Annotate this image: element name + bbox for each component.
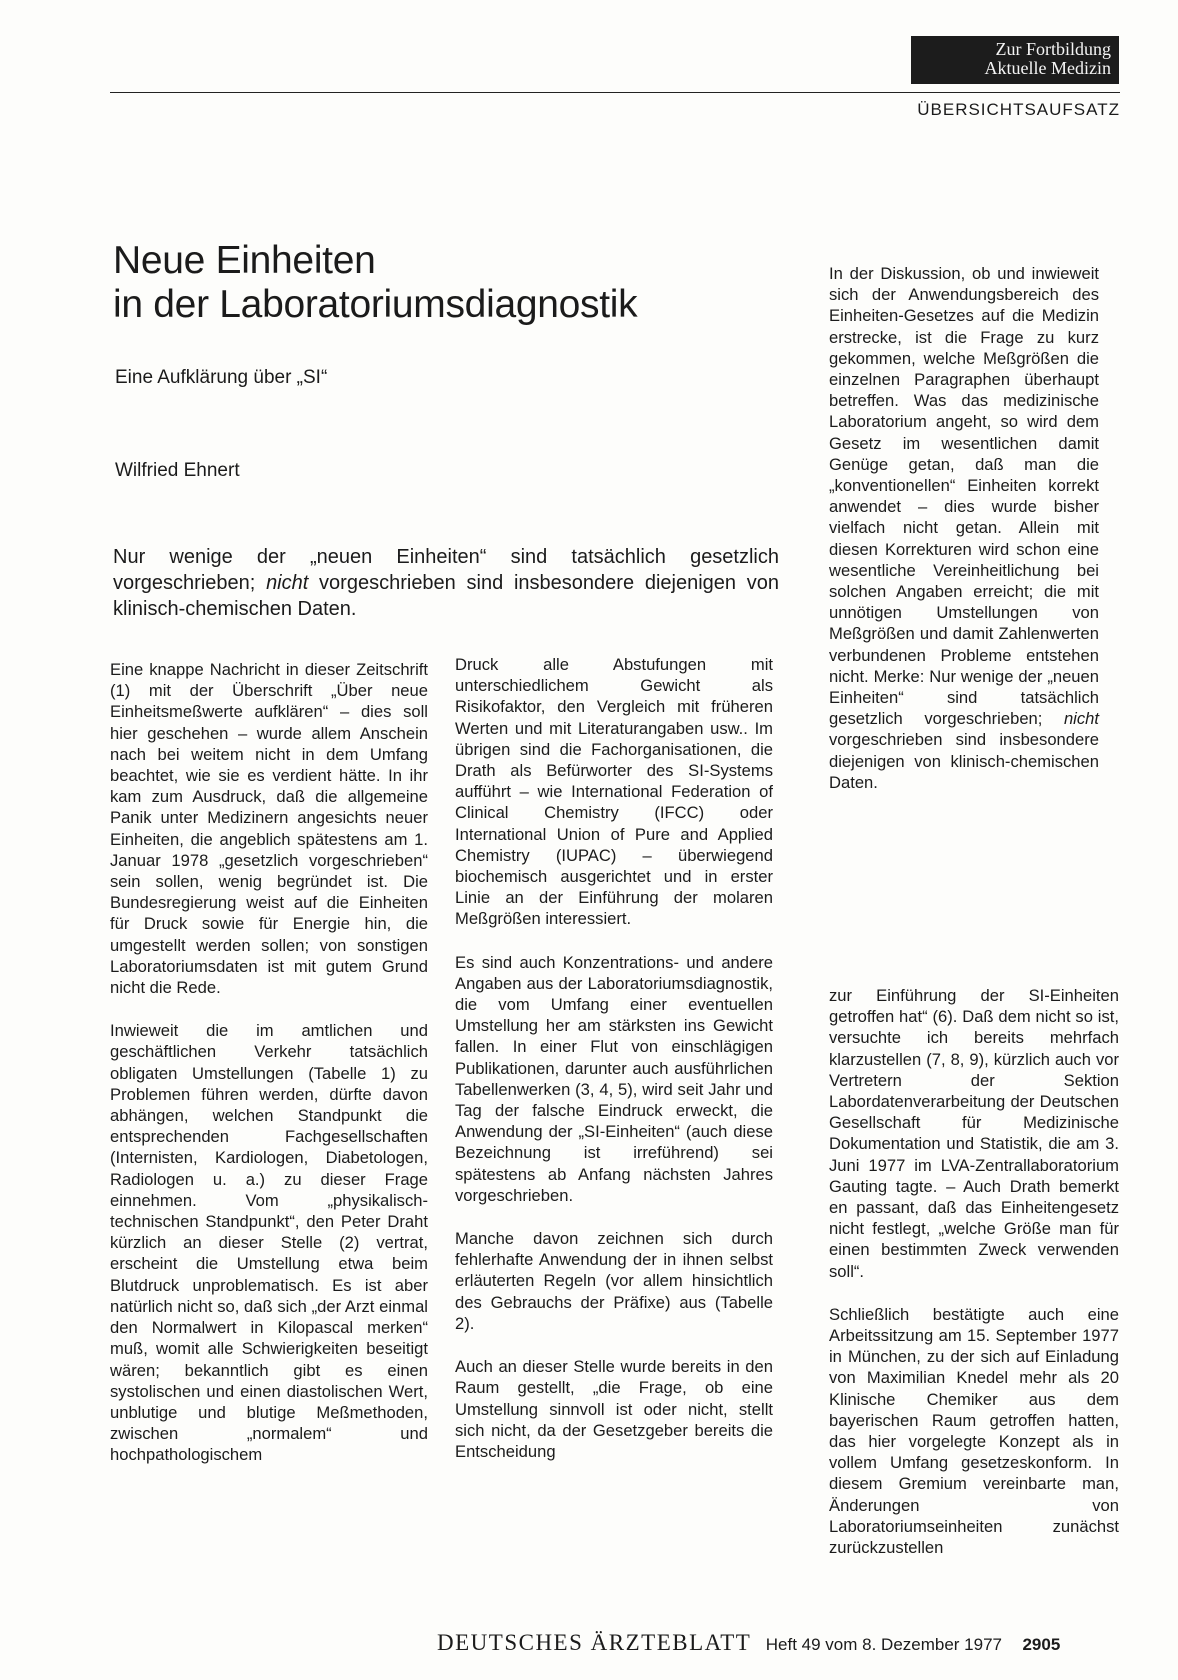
body-column-2 xyxy=(455,654,773,1484)
body-paragraph: Eine knappe Nachricht in dieser Zeitschrift (1) mit der Überschrift „Über neue Einheitsmeßwerte aufklären“ – dies soll hier geschehen – wurde allem Anschein nach bei weitem nicht in dem Umfang beachtet, wie sie es verdient hätte. In ihr kam zum Ausdruck, daß die allgemeine Panik unter Medizinern angesichts neuer Einheiten, die angeblich spätestens am 1. Januar 1978 „gesetzlich vorgeschrieben“ sein sollen, wenig begründet ist. Die Bundesregierung weist auf die Einheiten für Druck sowie für Energie hin, die umgestellt werden sollen; von sonstigen Laboratoriumsdaten ist mit gutem Grund nicht die Rede. xyxy=(110,660,428,998)
sidebar-text-after: vorgeschrieben sind insbesondere diejenigen von klinisch-chemischen Daten. xyxy=(829,730,1099,792)
sidebar-emphasis: nicht xyxy=(1063,709,1099,729)
title-line-1: Neue Einheiten xyxy=(113,239,376,282)
body-paragraph: Inwieweit die im amtlichen und geschäftlichen Verkehr tatsächlich obligaten Umstellungen (Tabelle 1) zu Problemen führen werden, dürfte davon abhängen, welchen Standpunkt die entsprechenden Fachgesellschaften (Internisten, Kardiologen, Diabetologen, Radiologen u. a.) zu dieser Frage einnehmen. Vom „physikalisch-technischen Standpunkt“, den Peter Draht kürzlich an dieser Stelle (2) vertrat, erscheint die Umstellung etwa beim Blutdruck unproblematisch. Es ist aber natürlich nicht so, daß sich „der Arzt einmal den Normalwert in Kilopascal merken“ muß, womit alle Schwierigkeiten beseitigt wären; bekanntlich gibt es einen systolischen und einen diastolischen Wert, unblutige und blutige Meßmethoden, zwischen „normalem“ und hochpathologischem xyxy=(110,1021,428,1465)
journal-name: DEUTSCHES ÄRZTEBLATT xyxy=(437,1630,752,1655)
page-footer xyxy=(437,1630,1060,1656)
header-rule xyxy=(110,92,1120,93)
body-paragraph: zur Einführung der SI-Einheiten getroffen hat“ (6). Daß dem nicht so ist, versuchte ich bereits mehrfach klarzustellen (7, 8, 9), kürzlich auch vor Vertretern der Sektion Labordatenverarbeitung der Deutschen Gesellschaft für Medizinische Dokumentation und Statistik, die am 3. Juni 1977 im LVA-Zentrallaboratorium Gauting tagte. – Auch Drath bemerkt en passant, daß das Einheitengesetz nicht festlegt, „welche Größe man für einen bestimmten Zweck verwenden soll“. xyxy=(829,986,1119,1281)
lead-paragraph xyxy=(113,544,779,622)
section-label: ÜBERSICHTSAUFSATZ xyxy=(917,100,1120,119)
sidebar-note xyxy=(829,263,1099,793)
body-paragraph: Druck alle Abstufungen mit unterschiedlichem Gewicht als Risikofaktor, den Vergleich mit früheren Werten und mit Literaturangaben usw.. Im übrigen sind die Fachorganisationen, die Drath als Befürworter des SI-Systems aufführt – wie International Federation of Clinical Chemistry (IFCC) oder International Union of Pure and Applied Chemistry (IUPAC) – überwiegend biochemisch ausgerichtet und in erster Linie an der Einführung der molaren Meßgrößen interessiert. xyxy=(455,655,773,929)
lead-emphasis: nicht xyxy=(266,572,309,594)
section-badge xyxy=(911,36,1119,84)
article-subtitle: Eine Aufklärung über „SI“ xyxy=(115,367,328,388)
article-author: Wilfried Ehnert xyxy=(115,460,240,481)
sidebar-text-before: In der Diskussion, ob und inwieweit sich der Anwendungsbereich des Einheiten-Gesetzes auf die Medizin erstrecke, ist die Frage zu kurz gekommen, welche Meßgrößen die einzelnen Paragraphen überhaupt betreffen. Was das medizinische Laboratorium angeht, so wird dem Gesetz im wesentlichen damit Genüge getan, daß man die „konventionellen“ Einheiten korrekt anwendet – dies wurde bisher vielfach nicht getan. Allein mit diesen Korrekturen wird schon eine wesentliche Vereinheitlichung bei solchen Angaben erreicht; die mit unnötigen Umstellungen von Meßgrößen und damit Zahlenwerten verbundenen Probleme entstehen nicht. Merke: Nur wenige der „neuen Einheiten“ sind tatsächlich gesetzlich vorgeschrieben; xyxy=(829,264,1099,729)
body-column-1 xyxy=(110,659,428,1488)
lead-text-after: vorgeschrieben sind insbesondere diejenigen von klinisch-chemischen Daten. xyxy=(113,572,779,620)
body-paragraph: Auch an dieser Stelle wurde bereits in den Raum gestellt, „die Frage, ob eine Umstellung sinnvoll ist oder nicht, stellt sich nicht, da der Gesetzgeber bereits die Entscheidung xyxy=(455,1357,773,1461)
article-title xyxy=(113,239,753,327)
body-paragraph: Es sind auch Konzentrations- und andere Angaben aus der Laboratoriumsdiagnostik, die vom Umfang einer eventuellen Umstellung her am stärksten ins Gewicht fallen. In einer Flut von einschlägigen Publikationen, darunter auch ausführlichen Tabellenwerken (3, 4, 5), wird seit Jahr und Tag der falsche Eindruck erweckt, die Anwendung der „SI-Einheiten“ (auch diese Bezeichnung ist irreführend) sei spätestens ab Anfang nächsten Jahres vorgeschrieben. xyxy=(455,952,773,1205)
lead-text-before: Nur wenige der „neuen Einheiten“ sind tatsächlich gesetzlich vorgeschrieben; xyxy=(113,546,779,594)
page-number: 2905 xyxy=(1022,1635,1061,1654)
issue-info: Heft 49 vom 8. Dezember 1977 xyxy=(765,1635,1002,1654)
body-paragraph: Schließlich bestätigte auch eine Arbeitssitzung am 15. September 1977 in München, zu der sich auf Einladung von Maximilian Knedel mehr als 20 Klinische Chemiker aus dem bayerischen Raum getroffen hatten, das hier vorgelegte Konzept als in vollem Umfang gesetzeskonform. In diesem Gremium vereinbarte man, Änderungen von Laboratoriumseinheiten zunächst zurückzustellen xyxy=(829,1304,1119,1558)
title-line-2: in der Laboratoriumsdiagnostik xyxy=(113,283,638,326)
body-column-3 xyxy=(829,985,1119,1580)
badge-line-2: Aktuelle Medizin xyxy=(984,58,1111,78)
body-paragraph: Manche davon zeichnen sich durch fehlerhafte Anwendung der in ihnen selbst erläuterten Regeln (vor allem hinsichtlich des Gebrauchs der Präfixe) aus (Tabelle 2). xyxy=(455,1229,773,1333)
badge-line-1: Zur Fortbildung xyxy=(995,39,1111,59)
